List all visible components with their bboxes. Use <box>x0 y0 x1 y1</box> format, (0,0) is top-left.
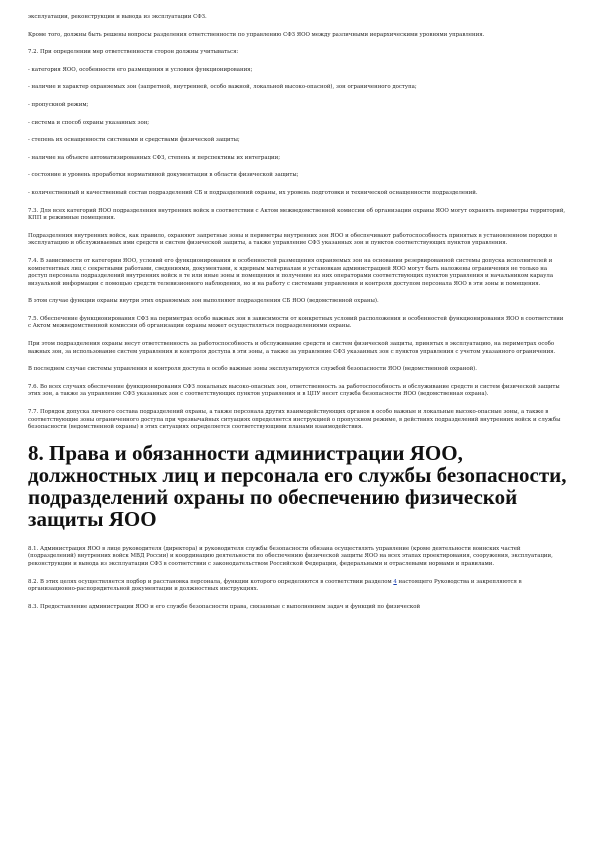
paragraph: 7.5. Обеспечение функционирования СФЗ на периметрах особо важных зон в зависимости от конкретных условий расположения и особенностей функционирования ЯОО в соответствии с Актом межведомственной комиссии об организации охраны может осуществляться подразделениями охраны. <box>28 315 564 330</box>
paragraph: В этом случае функции охраны внутри этих охраняемых зон выполняют подразделения СБ ЯОО (ведомственной охраны). <box>28 298 379 305</box>
list-item: - состояние и уровень проработки нормативной документации в области физической защиты; <box>28 172 299 179</box>
paragraph: 8.1. Администрация ЯОО в лице руководителя (директора) и руководителя службы безопасности обязана осуществлять управление (кроме деятельности воинских частей (подразделений) внутренних войск МВД России) и координацию деятельности по обеспечению физической защиты ЯОО на всех этапах проектирования, сооружения, эксплуатации, реконструкции и вывода из эксплуатации СФЗ в соответствии с законодательством Российской Федерации, федеральными и отраслевыми нормами и правилами. <box>28 545 553 567</box>
document-page <box>28 14 568 621</box>
paragraph: 7.2. При определении мер ответственности сторон должны учитываться: <box>28 49 239 56</box>
paragraph-text: настоящего Руководства и закрепляются в организационно-распорядительной документации и должностных инструкциях. <box>28 578 522 593</box>
paragraph: 8.3. Предоставление администрации ЯОО и его службе безопасности права, связанные с выполнением задач и функций по физической <box>28 603 421 610</box>
list-item: - система и способ охраны указанных зон; <box>28 119 150 126</box>
list-item: - степень их оснащенности системами и средствами физической защиты; <box>28 137 240 144</box>
section-heading: 8. Права и обязанности администрации ЯОО, должностных лиц и персонала его службы безопасности, подразделений охраны по обеспечению физической защиты ЯОО <box>28 440 567 531</box>
list-item: - категория ЯОО, особенности его размещения и условия функционирования; <box>28 66 253 73</box>
paragraph: эксплуатации, реконструкции и вывода из эксплуатации СФЗ. <box>28 14 207 20</box>
paragraph: 7.3. Для всех категорий ЯОО подразделения внутренних войск в соответствии с Актом межведомственной комиссии об организации охраны ЯОО могут охранять периметры территорий, КПП и режимные помещения. <box>28 207 566 222</box>
list-item: - количественный и качественный состав подразделений СБ и подразделений охраны, их уровень подготовки и технической оснащенности подразделений. <box>28 189 478 196</box>
paragraph <box>28 579 568 594</box>
list-item: - наличие на объекте автоматизированных СФЗ, степень и перспективы их интеграции; <box>28 154 281 161</box>
paragraph: 7.6. Во всех случаях обеспечение функционирования СФЗ локальных высоко-опасных зон, ответственность за работоспособность и обслуживание средств и систем физической защиты этих зон, а также за управление СФЗ указанных зон с соответствующих пунктов управления и в ЦПУ несет служба безопасности ЯОО (ведомственная охрана). <box>28 383 560 398</box>
section-link[interactable]: 4 <box>393 578 397 585</box>
paragraph: В последнем случае системы управления и контроля доступа в особо важные зоны эксплуатируются службой безопасности ЯОО (ведомственной охраной). <box>28 366 477 373</box>
paragraph-text: 8.2. В этих целях осуществляется подбор и расстановка персонала, функции которого определяются в соответствии разделом <box>28 578 394 585</box>
list-item: - наличие и характер охраняемых зон (запретной, внутренней, особо важной, локальной высоко-опасной), зон ограниченного доступа; <box>28 84 417 91</box>
paragraph: При этом подразделения охраны несут ответственность за работоспособность и обслуживание средств и систем физической защиты, принятых в эксплуатацию, на периметрах особо важных зон, за использование систем управления и контроля доступа в эти зоны, а также за управление СФЗ указанных зон с пунктов управления с учетом указанного ограничения. <box>28 341 556 355</box>
paragraph: 7.4. В зависимости от категории ЯОО, условий его функционирования и особенностей размещения охраняемых зон на основании резервированной системы допуска исполнителей и компетентных лиц с секретными работами, сведениями, документами, к ядерным материалам и установкам администрацией ЯОО могут быть наложены ограничения не только на доступ персонала подразделений внутренних войск в те или иные зоны и помещения и получение из них операторами соответствующих пунктов управления и начальником караула визуальной информации с помощью средств телевизионного наблюдения, но и на работу с системами управления и контроля доступом персонала ЯОО в эти зоны и помещения. <box>28 257 554 287</box>
paragraph: Подразделения внутренних войск, как правило, охраняют запретные зоны и периметры внутренних зон ЯОО и обеспечивают работоспособность принятых в установленном порядке в эксплуатацию и обслуживаемых ими средств и систем физической защиты, а также управление СФЗ указанных зон и пунктов соответствующих пунктов управления. <box>28 232 557 247</box>
paragraph: Кроме того, должны быть решены вопросы разделения ответственности по управлению СФЗ ЯОО между различными иерархическими уровнями управления. <box>28 31 485 38</box>
list-item: - пропускной режим; <box>28 101 89 108</box>
paragraph: 7.7. Порядок допуска личного состава подразделений охраны, а также персонала других взаимодействующих органов в особо важные и локальные высоко-опасные зоны, а также в соответствующие зоны ограниченного доступа при чрезвычайных ситуациях определяется инструкцией о пропускном режиме, в действиях подразделений внутренних войск и службы безопасности (ведомственной охраны) в этих ситуациях определяется соответствующими планами взаимодействия. <box>28 409 561 431</box>
